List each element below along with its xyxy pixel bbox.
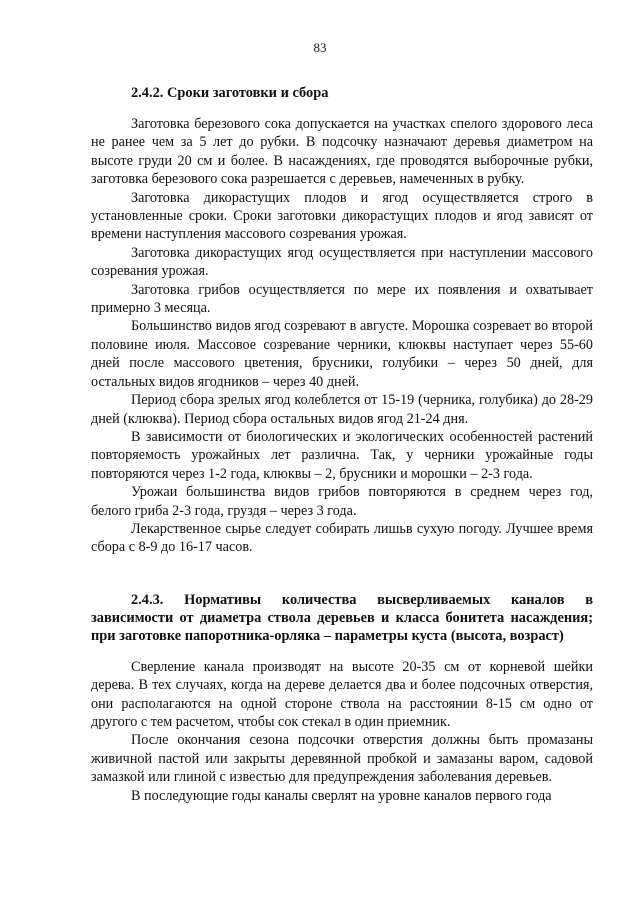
paragraph: Заготовка дикорастущих плодов и ягод осуществляется строго в установленные сроки. Сроки заготовки дикорастущих плодов и ягод зависят от времени наступления массового созревания урожая. — [91, 189, 593, 243]
paragraph: Сверление канала производят на высоте 20-35 см от корневой шейки дерева. В тех случаях, когда на дереве делается два и более подсочных отверстия, они располагаются на одной стороне ствола на расстоянии 8-15 см одно от другого с тем расчетом, чтобы сок стекал в один приемник. — [91, 658, 593, 730]
paragraph: Заготовка грибов осуществляется по мере их появления и охватывает примерно 3 месяца. — [91, 281, 593, 317]
paragraph: Период сбора зрелых ягод колеблется от 15-19 (черника, голубика) до 28-29 дней (клюква). Период сбора остальных видов ягод 21-24 дня. — [91, 392, 593, 427]
paragraph: Лекарственное сырье следует собирать лишьв сухую погоду. Лучшее время сбора с 8-9 до 16-17 часов. — [91, 520, 593, 556]
page-number: 83 — [313, 40, 327, 55]
paragraph: Урожаи большинства видов грибов повторяются в среднем через год, белого гриба 2-3 года, груздя – через 3 года. — [91, 484, 593, 519]
section-heading-2-4-2: 2.4.2. Сроки заготовки и сбора — [131, 85, 329, 101]
paragraph: Заготовка дикорастущих ягод осуществляется при наступлении массового созревания урожая. — [91, 244, 593, 280]
paragraph: В зависимости от биологических и экологических особенностей растений повторяемость урожайных лет различна. Так, у черники урожайные годы повторяются через 1-2 года, клюквы – 2, брусники и морошки – 2-3 года. — [91, 428, 593, 482]
paragraph: Заготовка березового сока допускается на участках спелого здорового леса не ранее чем за 5 лет до рубки. В подсочку назначают деревья диаметром на высоте груди 20 см и более. В насаждениях, где проводятся выборочные рубки, заготовка березового сока разрешается с деревьев, намеченных в рубку. — [91, 116, 593, 188]
paragraph: После окончания сезона подсочки отверстия должны быть промазаны живичной пастой или закрыты деревянной пробкой и замазаны варом, садовой замазкой или глиной с известью для предупреждения заболевания деревьев. — [91, 732, 593, 786]
paragraph: В последующие годы каналы сверлят на уровне каналов первого года — [131, 787, 552, 804]
page-content — [91, 84, 593, 805]
paragraph: Большинство видов ягод созревают в августе. Морошка созревает во второй половине июля. Массовое созревание черники, клюквы наступает через 55-60 дней после массового цветения, брусники, голубики – через 50 дней, для остальных видов ягодников – через 40 дней. — [91, 318, 593, 390]
section-heading-2-4-3: 2.4.3. Нормативы количества высверливаемых каналов в зависимости от диаметра ствола деревьев и класса бонитета насаждения; при заготовке папоротника-орляка – параметры куста (высота, возраст) — [91, 591, 593, 644]
